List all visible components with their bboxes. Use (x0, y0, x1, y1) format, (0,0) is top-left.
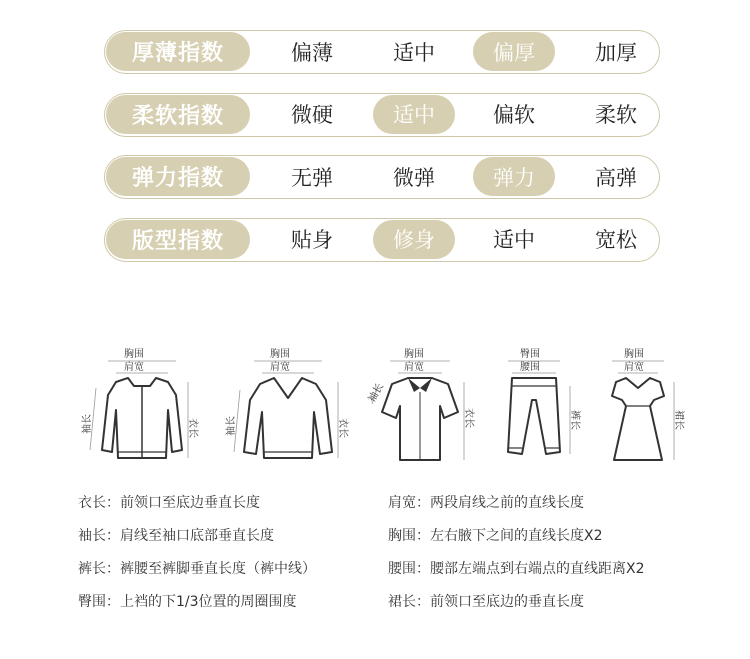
measure-label: 裤长 (569, 410, 580, 430)
fabric-index-panel (104, 30, 660, 280)
jacket-figure (78, 340, 208, 474)
index-option: 修身 (373, 220, 455, 259)
pants-figure (498, 340, 608, 474)
dress-figure (598, 340, 698, 474)
definitions-right (388, 492, 645, 624)
index-row-elasticity (104, 155, 660, 199)
definition-item: 肩宽：两段肩线之前的直线长度 (388, 495, 584, 511)
index-option: 偏厚 (473, 32, 555, 71)
shirt-figure (366, 340, 500, 474)
measure-label: 臀围 (520, 349, 540, 360)
dress-icon (598, 340, 698, 470)
definitions-left (78, 492, 316, 624)
measure-label: 肩宽 (404, 362, 424, 373)
measure-label: 胸围 (404, 349, 424, 360)
measure-label: 腰围 (520, 362, 540, 373)
definition-item: 袖长：肩线至袖口底部垂直长度 (78, 528, 274, 544)
measure-label: 袖长 (82, 414, 93, 434)
definition-item: 衣长：前领口至底边垂直长度 (78, 495, 260, 511)
measure-label: 衣长 (337, 418, 348, 438)
index-option: 微弹 (393, 165, 435, 190)
measure-label: 胸围 (270, 349, 290, 360)
measure-label: 肩宽 (124, 362, 144, 373)
index-label: 版型指数 (106, 220, 250, 259)
index-option: 偏薄 (291, 40, 333, 65)
jacket-icon (78, 340, 208, 470)
index-option: 弹力 (473, 157, 555, 196)
pants-icon (498, 340, 608, 470)
measure-label: 衣长 (463, 408, 474, 428)
garment-diagrams (78, 340, 698, 470)
index-option: 宽松 (595, 228, 637, 252)
measure-label: 肩宽 (270, 362, 290, 373)
index-option: 贴身 (291, 228, 333, 252)
definition-item: 臀围：上裆的下1/3位置的周圈围度 (78, 594, 297, 610)
measure-label: 肩宽 (624, 362, 644, 373)
index-option: 适中 (493, 228, 535, 252)
measure-label: 胸围 (624, 349, 644, 360)
index-option: 高弹 (595, 165, 637, 190)
index-option: 微硬 (291, 103, 333, 127)
index-label: 厚薄指数 (106, 32, 250, 71)
definition-item: 腰围：腰部左端点到右端点的直线距离X2 (388, 561, 645, 577)
index-option: 柔软 (595, 103, 637, 127)
index-option: 偏软 (493, 103, 535, 127)
shirt-icon (366, 340, 500, 470)
index-option: 适中 (393, 40, 435, 65)
definition-item: 裙长：前领口至底边的垂直长度 (388, 594, 584, 610)
index-label: 弹力指数 (106, 157, 250, 196)
sweater-figure (224, 340, 354, 474)
definition-item: 裤长：裤腰至裤脚垂直长度（裤中线） (78, 561, 316, 577)
index-row-fit (104, 218, 660, 262)
measure-label: 胸围 (124, 349, 144, 360)
sweater-icon (224, 340, 354, 470)
index-row-softness (104, 93, 660, 137)
index-row-thickness (104, 30, 660, 74)
definition-item: 胸围：左右腋下之间的直线长度X2 (388, 528, 603, 544)
measure-label: 袖长 (366, 381, 387, 405)
measure-label: 衣长 (187, 418, 198, 438)
measure-label: 袖长 (226, 416, 237, 436)
index-option: 适中 (373, 95, 455, 134)
index-option: 加厚 (595, 40, 637, 65)
measure-label: 裙长 (673, 410, 684, 430)
index-label: 柔软指数 (106, 95, 250, 134)
index-option: 无弹 (291, 165, 333, 190)
